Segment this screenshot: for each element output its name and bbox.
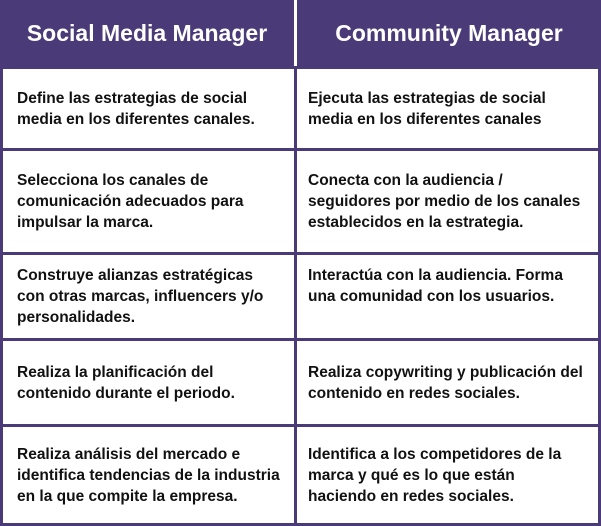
table-row [0,424,601,523]
table-row [0,252,601,338]
community-manager-cell: Interactúa con la audiencia. Forma una comunidad con los usuarios. [297,255,601,338]
community-manager-cell: Identifica a los competidores de la marca y qué es lo que están haciendo en redes sociales. [297,427,601,523]
community-manager-cell: Realiza copywriting y publicación del contenido en redes sociales. [297,341,601,424]
social-media-manager-cell: Realiza la planificación del contenido durante el periodo. [0,341,297,424]
table-row [0,338,601,424]
header-community-manager: Community Manager [297,0,601,66]
social-media-manager-cell: Construye alianzas estratégicas con otras marcas, influencers y/o personalidades. [0,255,297,338]
community-manager-cell: Ejecuta las estrategias de social media en los diferentes canales [297,69,601,148]
header-social-media-manager: Social Media Manager [0,0,297,66]
community-manager-cell: Conecta con la audiencia / seguidores por medio de los canales establecidos en la estrategia. [297,151,601,252]
table-row [0,66,601,148]
social-media-manager-cell: Realiza análisis del mercado e identifica tendencias de la industria en la que compite la empresa. [0,427,297,523]
table-row [0,148,601,252]
table-header [0,0,601,66]
social-media-manager-cell: Selecciona los canales de comunicación adecuados para impulsar la marca. [0,151,297,252]
social-media-manager-cell: Define las estrategias de social media en los diferentes canales. [0,69,297,148]
